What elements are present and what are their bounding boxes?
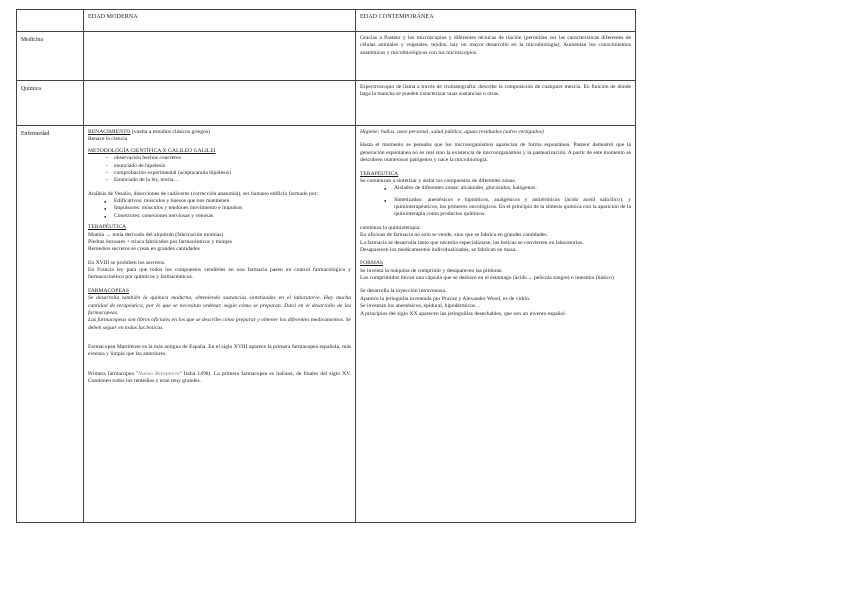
metodologia-heading: METODOLOGÍA CIENTÍFICA X GALILEO GALILEI (88, 147, 216, 154)
farmacopeas-line: Se desarrolla también la química moderna, obteniendo sustancias sintetizadas en el laboratorio. Hay mucha cantidad de terapéutica, por lo que se necesitan ordenar, según cómo se preparan. Dará en el desarrollo de las farmacopeas. (88, 295, 351, 316)
farmacopeas-line: Las farmacopeas son libros oficiales en los que se describe cómo preparar y obtener los diferentes medicamentos. Se deben seguir en todas las boticas. (88, 317, 351, 331)
formas-line: Los comprimidos llevan una cápsula que se deshace en el estómago (ácido→ película sangre) o intestino (básico) (360, 275, 614, 281)
primera-a: Primera farmacopea " (88, 370, 139, 377)
inyeccion-line: Se inventan los anestésicos, epidural, hipodérmicos… (360, 303, 481, 310)
list-item: ● Sintetizados: anestésicos e hipnóticos, analgésicos y antitérmicos (ácido acetil salicílico), y quimioterapéuticos, los primeros oncológicos. En el principio de la síntesis química con la aparición de la quimioterapia como productos químicos. (360, 197, 631, 219)
header-row (17, 10, 636, 32)
hasta-text: Hasta el momento se pensaba que los microorganismos aparecían de forma espontánea. Pasteur demostró que la generación espontánea no es real sino la existencia de microorganismos y la pasteurización. A partir de este momento se descubren numerosos patógenos y nace la microbiología. (360, 142, 631, 164)
list-item: - Enunciado de la ley, teoría… (88, 177, 351, 184)
row-label-enfermedad: Enfermedad (17, 126, 84, 523)
list-item: ● Aislados de diferentes zonas: alcaloides, glucósidos, halógenos. (360, 185, 631, 192)
comienza-line: En oficinas de farmacia no solo se vende, sino que se fabrica en grandes cantidades. (360, 232, 548, 239)
header-edad-moderna: EDAD MODERNA (84, 10, 356, 32)
list-item: ● Impulsores: músculos y tendones movimiento e impulsos (88, 205, 351, 212)
inyeccion-line: Se desarrolla la inyección intravenosa. (360, 288, 447, 295)
nuovo-receptario-title: Nuovo Receptario (138, 370, 180, 377)
comienza-line: La farmacia se desarrolla tanto que necesita especializarse, las boticas se convierten en laboratorios. (360, 239, 584, 246)
vesalio-list (88, 198, 351, 220)
primera-b: " Italia 1498). La primera farmacopea es italiana, de finales del siglo XV. Contienen todos los remedios y eran muy grandes. (88, 370, 352, 385)
formas-heading: FORMAS (360, 260, 384, 267)
cell-enfermedad-moderna (84, 126, 356, 523)
terapeutica-heading-contemporanea: TERAPÉUTICA (360, 170, 399, 177)
row-label-medicina: Medicina (17, 32, 84, 81)
primera-farmacopea-text (88, 371, 351, 386)
row-enfermedad (17, 126, 636, 523)
terapeutica-line: Mumia → tenía derivado del alquitrán (fabricación momias) (88, 231, 224, 238)
xviii-line: En XVIII se prohíben los secretos. (88, 259, 166, 266)
comparison-table (16, 9, 636, 523)
terapeutica-heading-moderna: TERAPÉUTICA (88, 224, 127, 231)
renacimiento-title: RENACIMIENTO (88, 129, 131, 135)
comienza-line: comienza la quimioterapia. (360, 224, 421, 231)
terapeutica-intro: Se comienzan a sintetizar y aislar los compuestos de diferentes zonas. (360, 177, 517, 184)
terapeutica-line: Remedios secretos se crean en grandes cantidades (88, 246, 200, 253)
inyeccion-line: A principios del siglo XX aparecen las jeringuillas desechables, que son un invento español. (360, 310, 567, 317)
metodologia-list (88, 155, 351, 185)
row-label-quimica: Química (17, 81, 84, 126)
cell-quimica-contemporanea: Espectroscopio de llama a través de cromatografía: describe la composición de cualquier mezcla. En función de dónde haga la mancha se pueden caracterizar unas sustancias u otras. (356, 81, 636, 126)
terapeutica-line: Piedras bezoares + triaca fabricados por farmacéuticos y monjes (88, 238, 232, 245)
formas-line: Se inventa la máquina de comprimir y desaparecen las píldoras. (360, 267, 503, 274)
row-quimica (17, 81, 636, 126)
renacimiento-heading (88, 129, 351, 136)
header-corner (17, 10, 84, 32)
renace-text: Renace la ciencia (88, 136, 128, 143)
cell-enfermedad-contemporanea (356, 126, 636, 523)
matritense-text: Farmacopea Matritense es la más antigua de España. En el siglo XVIII aparece la primera farmacopea española, más extensa y limpia que las anteriores. (88, 344, 351, 358)
terapeutica-list (360, 185, 631, 219)
list-item: ● Conectores: conexiones nerviosas y venosas (88, 213, 351, 220)
vesalio-text: Análisis de Vesalio, disecciones de cadáveres (corrección anatomía), ser humano edificio formado por: (88, 190, 319, 197)
farmacopeas-heading: FARMACOPEAS (88, 287, 129, 294)
header-edad-contemporanea: EDAD CONTEMPORÁNEA (356, 10, 636, 32)
cell-quimica-moderna (84, 81, 356, 126)
xviii-line: En Francia ley para que todos los compuestos vendibles en una farmacia pasen un control farmacológico y farmacocinético por químicos y farmacéuticos. (88, 267, 351, 281)
higiene-text: Higiene; baños, aseo personal, salud pública, aguas residuales (salvo vertigados) (360, 129, 544, 135)
comienza-line: Desaparecen los medicamentos individualizados, se fabrican en masa. (360, 246, 517, 253)
renacimiento-note: (vuelta a estudios clásicos griegos) (130, 129, 210, 135)
list-item: - enunciado de hipótesis (88, 163, 351, 170)
list-item: ● Edificativos: músculos y huesos que nos mantienen (88, 198, 351, 205)
cell-medicina-moderna (84, 32, 356, 81)
row-medicina (17, 32, 636, 81)
list-item: - comprobación experimental (acepta/anula hipótesis) (88, 170, 351, 177)
cell-medicina-contemporanea: Gracias a Pasteur y los microscopios y diferentes técnicas de tinción (permitían ver las características diferentes de células animales y vegetales, tejidos, hay un mayor desarrollo en la microbiología). Aumentan los conocimientos anatómicos y microbiológicos con los microscopios. (356, 32, 636, 81)
list-item: - observación hechos concretos (88, 155, 351, 162)
inyeccion-line: Aparece la jeringuilla inventada por Pravaz y Alexander Wood, es de vidrio. (360, 295, 531, 302)
